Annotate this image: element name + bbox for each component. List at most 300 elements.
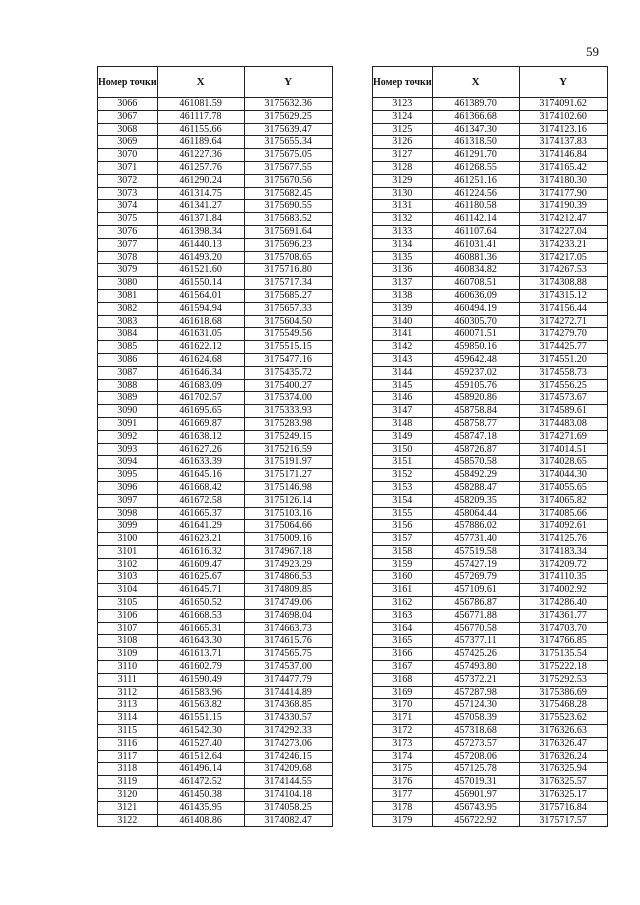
table-row — [373, 238, 608, 251]
cell-point-number: 3080 — [98, 277, 158, 290]
cell-y: 3174267.53 — [519, 264, 607, 277]
table-row — [98, 392, 333, 405]
cell-y: 3174663.73 — [244, 622, 332, 635]
cell-y: 3175468.28 — [519, 699, 607, 712]
header-point-number: Номер точки — [98, 67, 158, 98]
cell-y: 3175171.27 — [244, 469, 332, 482]
table-row — [373, 225, 608, 238]
cell-point-number: 3068 — [98, 123, 158, 136]
cell-y: 3175386.69 — [519, 686, 607, 699]
cell-x: 461594.94 — [157, 302, 244, 315]
cell-point-number: 3172 — [373, 725, 433, 738]
table-row — [98, 699, 333, 712]
cell-x: 461521.60 — [157, 264, 244, 277]
cell-x: 461695.65 — [157, 405, 244, 418]
table-row — [373, 648, 608, 661]
cell-y: 3175523.62 — [519, 712, 607, 725]
cell-y: 3174233.21 — [519, 238, 607, 251]
cell-point-number: 3100 — [98, 533, 158, 546]
cell-x: 461371.84 — [157, 213, 244, 226]
cell-y: 3174091.62 — [519, 98, 607, 111]
cell-point-number: 3112 — [98, 686, 158, 699]
cell-x: 461590.49 — [157, 673, 244, 686]
table-row — [98, 277, 333, 290]
cell-point-number: 3073 — [98, 187, 158, 200]
cell-y: 3174082.47 — [244, 814, 332, 827]
cell-x: 461227.36 — [157, 149, 244, 162]
cell-x: 461268.55 — [432, 161, 519, 174]
cell-x: 461609.47 — [157, 558, 244, 571]
cell-point-number: 3138 — [373, 289, 433, 302]
cell-y: 3174092.61 — [519, 520, 607, 533]
cell-x: 460494.19 — [432, 302, 519, 315]
cell-y: 3175717.34 — [244, 277, 332, 290]
cell-x: 461142.14 — [432, 213, 519, 226]
table-row — [373, 302, 608, 315]
cell-y: 3175675.05 — [244, 149, 332, 162]
cell-point-number: 3081 — [98, 289, 158, 302]
cell-x: 457273.57 — [432, 737, 519, 750]
table-row — [373, 341, 608, 354]
table-row — [98, 289, 333, 302]
cell-point-number: 3169 — [373, 686, 433, 699]
table-row — [373, 609, 608, 622]
table-row — [98, 622, 333, 635]
cell-point-number: 3107 — [98, 622, 158, 635]
table-row — [373, 213, 608, 226]
cell-y: 3175716.80 — [244, 264, 332, 277]
cell-x: 457731.40 — [432, 533, 519, 546]
cell-y: 3175126.14 — [244, 494, 332, 507]
cell-point-number: 3091 — [98, 417, 158, 430]
cell-y: 3174273.06 — [244, 737, 332, 750]
cell-y: 3174212.47 — [519, 213, 607, 226]
cell-point-number: 3113 — [98, 699, 158, 712]
cell-y: 3175632.36 — [244, 98, 332, 111]
table-row — [373, 699, 608, 712]
cell-y: 3174002.92 — [519, 584, 607, 597]
table-row — [98, 776, 333, 789]
cell-point-number: 3179 — [373, 814, 433, 827]
cell-x: 461583.96 — [157, 686, 244, 699]
cell-point-number: 3173 — [373, 737, 433, 750]
cell-x: 457425.26 — [432, 648, 519, 661]
cell-x: 457886.02 — [432, 520, 519, 533]
cell-x: 461472.52 — [157, 776, 244, 789]
table-row — [98, 110, 333, 123]
header-x: X — [157, 67, 244, 98]
table-row — [98, 545, 333, 558]
cell-y: 3175683.52 — [244, 213, 332, 226]
cell-x: 461668.42 — [157, 481, 244, 494]
cell-y: 3175477.16 — [244, 353, 332, 366]
cell-point-number: 3106 — [98, 609, 158, 622]
cell-y: 3174209.68 — [244, 763, 332, 776]
cell-x: 458758.77 — [432, 417, 519, 430]
cell-x: 460071.51 — [432, 328, 519, 341]
cell-y: 3175690.55 — [244, 200, 332, 213]
cell-x: 460881.36 — [432, 251, 519, 264]
cell-y: 3174537.00 — [244, 661, 332, 674]
table-row — [98, 136, 333, 149]
cell-x: 458492.29 — [432, 469, 519, 482]
table-row — [98, 264, 333, 277]
cell-y: 3175135.54 — [519, 648, 607, 661]
cell-x: 457208.06 — [432, 750, 519, 763]
table-row — [98, 814, 333, 827]
cell-y: 3176325.94 — [519, 763, 607, 776]
table-row — [98, 430, 333, 443]
cell-x: 461389.70 — [432, 98, 519, 111]
cell-x: 461650.52 — [157, 597, 244, 610]
cell-x: 457427.19 — [432, 558, 519, 571]
table-row — [373, 597, 608, 610]
cell-y: 3174923.29 — [244, 558, 332, 571]
cell-point-number: 3103 — [98, 571, 158, 584]
cell-x: 458209.35 — [432, 494, 519, 507]
cell-y: 3175691.64 — [244, 225, 332, 238]
table-row — [373, 571, 608, 584]
cell-point-number: 3147 — [373, 405, 433, 418]
header-y: Y — [244, 67, 332, 98]
cell-y: 3174573.67 — [519, 392, 607, 405]
cell-point-number: 3163 — [373, 609, 433, 622]
cell-point-number: 3118 — [98, 763, 158, 776]
cell-point-number: 3084 — [98, 328, 158, 341]
cell-x: 461672.58 — [157, 494, 244, 507]
cell-x: 461398.34 — [157, 225, 244, 238]
cell-y: 3174766.85 — [519, 635, 607, 648]
cell-x: 456901.97 — [432, 789, 519, 802]
cell-x: 460708.51 — [432, 277, 519, 290]
table-row — [373, 392, 608, 405]
cell-x: 461623.21 — [157, 533, 244, 546]
table-row — [373, 545, 608, 558]
cell-point-number: 3096 — [98, 481, 158, 494]
coordinates-table-right — [372, 66, 608, 827]
cell-x: 457125.78 — [432, 763, 519, 776]
cell-x: 461155.66 — [157, 123, 244, 136]
table-row — [98, 725, 333, 738]
table-row — [373, 801, 608, 814]
cell-point-number: 3158 — [373, 545, 433, 558]
cell-point-number: 3124 — [373, 110, 433, 123]
table-row — [373, 737, 608, 750]
cell-point-number: 3148 — [373, 417, 433, 430]
cell-point-number: 3145 — [373, 379, 433, 392]
table-row — [98, 533, 333, 546]
table-row — [98, 123, 333, 136]
cell-x: 459642.48 — [432, 353, 519, 366]
table-row — [373, 622, 608, 635]
table-row — [373, 776, 608, 789]
table-row — [373, 558, 608, 571]
table-row — [98, 609, 333, 622]
table-row — [373, 673, 608, 686]
cell-y: 3175515.15 — [244, 341, 332, 354]
table-row — [373, 417, 608, 430]
cell-y: 3175549.56 — [244, 328, 332, 341]
table-row — [373, 110, 608, 123]
table-row — [98, 405, 333, 418]
table-row — [373, 763, 608, 776]
table-row — [98, 520, 333, 533]
cell-x: 458920.86 — [432, 392, 519, 405]
cell-point-number: 3119 — [98, 776, 158, 789]
cell-x: 461638.12 — [157, 430, 244, 443]
cell-y: 3175716.84 — [519, 801, 607, 814]
cell-point-number: 3110 — [98, 661, 158, 674]
cell-y: 3174137.83 — [519, 136, 607, 149]
table-row — [373, 315, 608, 328]
cell-x: 458747.18 — [432, 430, 519, 443]
table-row — [373, 750, 608, 763]
cell-point-number: 3083 — [98, 315, 158, 328]
cell-y: 3174286.40 — [519, 597, 607, 610]
cell-point-number: 3097 — [98, 494, 158, 507]
cell-x: 461527.40 — [157, 737, 244, 750]
cell-point-number: 3109 — [98, 648, 158, 661]
cell-y: 3174183.34 — [519, 545, 607, 558]
cell-point-number: 3127 — [373, 149, 433, 162]
cell-y: 3175146.98 — [244, 481, 332, 494]
cell-y: 3174177.90 — [519, 187, 607, 200]
cell-point-number: 3108 — [98, 635, 158, 648]
table-row — [373, 353, 608, 366]
cell-x: 458726.87 — [432, 443, 519, 456]
cell-x: 457124.30 — [432, 699, 519, 712]
cell-point-number: 3088 — [98, 379, 158, 392]
cell-point-number: 3162 — [373, 597, 433, 610]
cell-y: 3174703.70 — [519, 622, 607, 635]
cell-x: 461542.30 — [157, 725, 244, 738]
cell-point-number: 3093 — [98, 443, 158, 456]
cell-y: 3174217.05 — [519, 251, 607, 264]
cell-point-number: 3079 — [98, 264, 158, 277]
cell-y: 3175009.16 — [244, 533, 332, 546]
table-row — [98, 673, 333, 686]
cell-x: 456786.87 — [432, 597, 519, 610]
cell-point-number: 3168 — [373, 673, 433, 686]
cell-point-number: 3167 — [373, 661, 433, 674]
cell-x: 457372.21 — [432, 673, 519, 686]
cell-point-number: 3132 — [373, 213, 433, 226]
cell-point-number: 3151 — [373, 456, 433, 469]
cell-x: 461512.64 — [157, 750, 244, 763]
cell-point-number: 3095 — [98, 469, 158, 482]
cell-x: 461641.29 — [157, 520, 244, 533]
cell-y: 3174227.04 — [519, 225, 607, 238]
cell-point-number: 3142 — [373, 341, 433, 354]
cell-point-number: 3076 — [98, 225, 158, 238]
cell-x: 461645.16 — [157, 469, 244, 482]
cell-point-number: 3141 — [373, 328, 433, 341]
table-row — [98, 635, 333, 648]
cell-x: 461643.30 — [157, 635, 244, 648]
table-row — [98, 200, 333, 213]
cell-x: 461440.13 — [157, 238, 244, 251]
cell-point-number: 3156 — [373, 520, 433, 533]
cell-point-number: 3140 — [373, 315, 433, 328]
cell-point-number: 3125 — [373, 123, 433, 136]
cell-x: 457519.58 — [432, 545, 519, 558]
cell-x: 459237.02 — [432, 366, 519, 379]
table-row — [373, 635, 608, 648]
table-row — [98, 584, 333, 597]
cell-point-number: 3166 — [373, 648, 433, 661]
cell-y: 3175685.27 — [244, 289, 332, 302]
cell-y: 3175657.33 — [244, 302, 332, 315]
cell-y: 3174866.53 — [244, 571, 332, 584]
cell-point-number: 3144 — [373, 366, 433, 379]
cell-point-number: 3092 — [98, 430, 158, 443]
cell-x: 461627.26 — [157, 443, 244, 456]
cell-y: 3175249.15 — [244, 430, 332, 443]
table-row — [98, 648, 333, 661]
cell-x: 461496.14 — [157, 763, 244, 776]
cell-point-number: 3178 — [373, 801, 433, 814]
table-row — [98, 238, 333, 251]
cell-x: 459850.16 — [432, 341, 519, 354]
cell-y: 3174308.88 — [519, 277, 607, 290]
cell-y: 3175639.47 — [244, 123, 332, 136]
cell-y: 3174180.30 — [519, 174, 607, 187]
table-row — [373, 174, 608, 187]
cell-y: 3174144.55 — [244, 776, 332, 789]
cell-x: 461622.12 — [157, 341, 244, 354]
cell-x: 461189.64 — [157, 136, 244, 149]
cell-y: 3174279.70 — [519, 328, 607, 341]
cell-y: 3175629.25 — [244, 110, 332, 123]
cell-y: 3175191.97 — [244, 456, 332, 469]
table-row — [373, 686, 608, 699]
table-row — [98, 417, 333, 430]
cell-point-number: 3175 — [373, 763, 433, 776]
table-row — [98, 661, 333, 674]
table-row — [98, 686, 333, 699]
table-row — [98, 763, 333, 776]
cell-x: 461665.31 — [157, 622, 244, 635]
table-row — [373, 405, 608, 418]
cell-x: 458288.47 — [432, 481, 519, 494]
table-row — [373, 366, 608, 379]
cell-y: 3176325.57 — [519, 776, 607, 789]
cell-y: 3174110.35 — [519, 571, 607, 584]
table-row — [98, 341, 333, 354]
cell-x: 459105.76 — [432, 379, 519, 392]
cell-point-number: 3171 — [373, 712, 433, 725]
cell-point-number: 3143 — [373, 353, 433, 366]
table-row — [98, 469, 333, 482]
table-row — [373, 251, 608, 264]
table-row — [373, 533, 608, 546]
cell-y: 3174044.30 — [519, 469, 607, 482]
cell-x: 457493.80 — [432, 661, 519, 674]
table-row — [98, 315, 333, 328]
cell-y: 3174483.08 — [519, 417, 607, 430]
table-row — [373, 507, 608, 520]
cell-point-number: 3120 — [98, 789, 158, 802]
cell-point-number: 3116 — [98, 737, 158, 750]
cell-y: 3174698.04 — [244, 609, 332, 622]
cell-y: 3175216.59 — [244, 443, 332, 456]
cell-x: 461550.14 — [157, 277, 244, 290]
table-row — [98, 558, 333, 571]
cell-y: 3175670.56 — [244, 174, 332, 187]
cell-x: 456771.88 — [432, 609, 519, 622]
cell-y: 3174085.66 — [519, 507, 607, 520]
table-row — [373, 456, 608, 469]
cell-y: 3174615.76 — [244, 635, 332, 648]
cell-x: 457269.79 — [432, 571, 519, 584]
table-row — [373, 481, 608, 494]
cell-point-number: 3153 — [373, 481, 433, 494]
cell-x: 460305.70 — [432, 315, 519, 328]
cell-x: 457058.39 — [432, 712, 519, 725]
cell-point-number: 3135 — [373, 251, 433, 264]
table-row — [373, 187, 608, 200]
cell-point-number: 3165 — [373, 635, 433, 648]
cell-y: 3175283.98 — [244, 417, 332, 430]
table-row — [98, 353, 333, 366]
cell-y: 3176326.47 — [519, 737, 607, 750]
cell-x: 457109.61 — [432, 584, 519, 597]
table-row — [373, 725, 608, 738]
cell-x: 461341.27 — [157, 200, 244, 213]
cell-point-number: 3155 — [373, 507, 433, 520]
cell-y: 3175333.93 — [244, 405, 332, 418]
cell-y: 3174156.44 — [519, 302, 607, 315]
cell-x: 461551.15 — [157, 712, 244, 725]
cell-y: 3174809.85 — [244, 584, 332, 597]
cell-y: 3175655.34 — [244, 136, 332, 149]
cell-x: 460834.82 — [432, 264, 519, 277]
cell-x: 457287.98 — [432, 686, 519, 699]
table-row — [98, 251, 333, 264]
cell-x: 461031.41 — [432, 238, 519, 251]
cell-point-number: 3099 — [98, 520, 158, 533]
table-row — [98, 443, 333, 456]
cell-y: 3174315.12 — [519, 289, 607, 302]
cell-point-number: 3176 — [373, 776, 433, 789]
cell-point-number: 3089 — [98, 392, 158, 405]
table-row — [98, 750, 333, 763]
table-row — [373, 443, 608, 456]
cell-y: 3175682.45 — [244, 187, 332, 200]
cell-y: 3174104.18 — [244, 789, 332, 802]
cell-x: 456722.92 — [432, 814, 519, 827]
cell-y: 3174123.16 — [519, 123, 607, 136]
table-row — [98, 149, 333, 162]
cell-x: 461180.58 — [432, 200, 519, 213]
cell-x: 461408.86 — [157, 814, 244, 827]
cell-y: 3174190.39 — [519, 200, 607, 213]
cell-y: 3174058.25 — [244, 801, 332, 814]
table-row — [373, 289, 608, 302]
cell-x: 461631.05 — [157, 328, 244, 341]
cell-point-number: 3123 — [373, 98, 433, 111]
cell-point-number: 3070 — [98, 149, 158, 162]
cell-y: 3174556.25 — [519, 379, 607, 392]
cell-y: 3174565.75 — [244, 648, 332, 661]
cell-point-number: 3066 — [98, 98, 158, 111]
cell-y: 3174292.33 — [244, 725, 332, 738]
cell-y: 3174246.15 — [244, 750, 332, 763]
cell-x: 461669.87 — [157, 417, 244, 430]
cell-point-number: 3154 — [373, 494, 433, 507]
cell-point-number: 3105 — [98, 597, 158, 610]
cell-x: 456743.95 — [432, 801, 519, 814]
